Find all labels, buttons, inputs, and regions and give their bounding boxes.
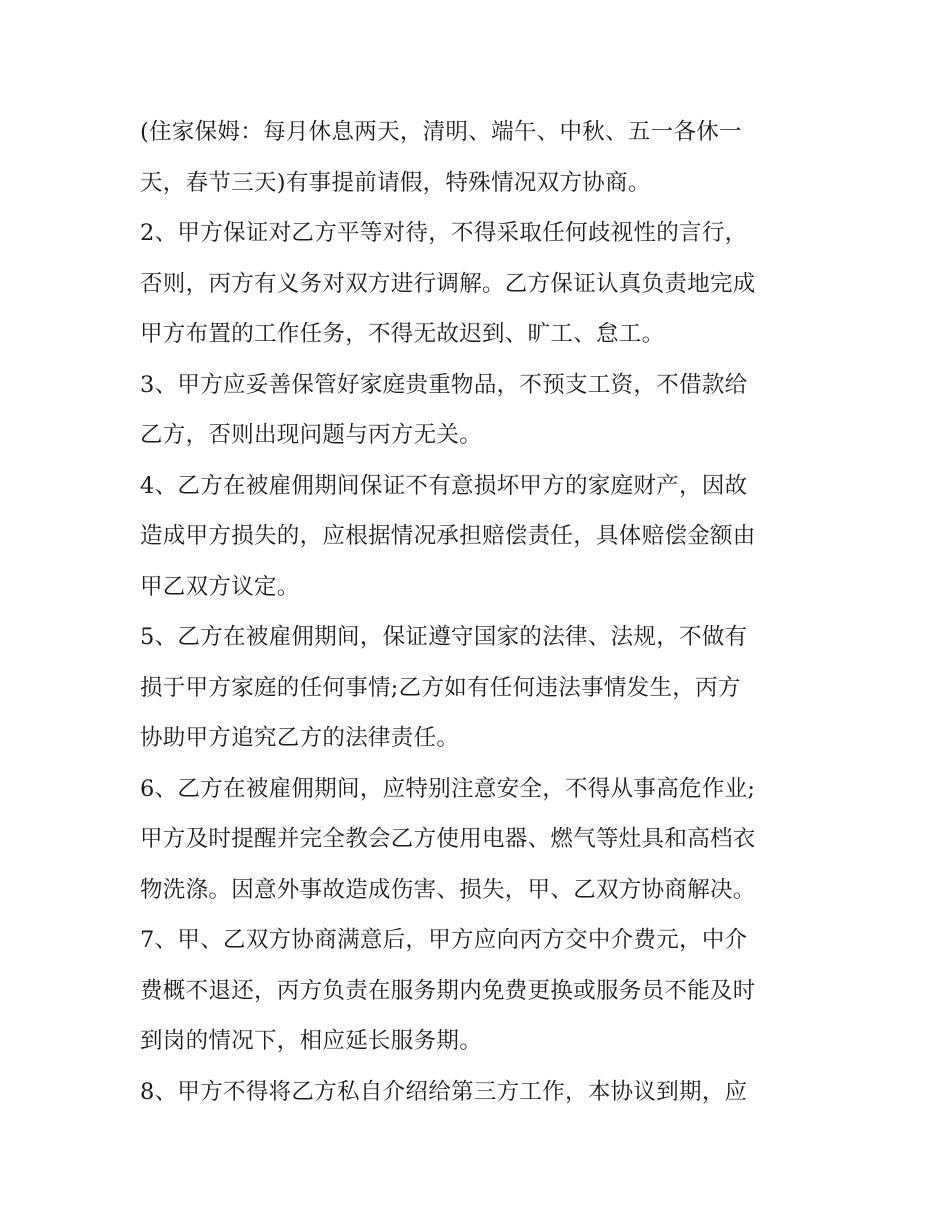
text-line: 甲方布置的工作任务，不得无故迟到、旷工、怠工。 (140, 321, 665, 347)
text-line: 4、乙方在被雇佣期间保证不有意损坏甲方的家庭财产，因故 (140, 472, 748, 499)
text-line: 2、甲方保证对乙方平等对待，不得采取任何歧视性的言行， (140, 220, 748, 246)
text-line: 甲方及时提醒并完全教会乙方使用电器、燃气等灶具和高档衣 (140, 826, 756, 852)
text-line: 7、甲、乙双方协商满意后，甲方应向丙方交中介费元，中介 (140, 927, 748, 953)
text-line: 损于甲方家庭的任何事情;乙方如有任何违法事情发生，丙方 (140, 674, 741, 701)
text-line: 物洗涤。因意外事故造成伤害、损失，甲、乙双方协商解决。 (140, 876, 756, 903)
text-line: 5、乙方在被雇佣期间，保证遵守国家的法律、法规，不做有 (140, 624, 748, 650)
text-line: 造成甲方损失的，应根据情况承担赔偿责任，具体赔偿金额由 (140, 523, 756, 549)
text-line: 甲乙双方议定。 (140, 573, 300, 600)
text-line: (住家保姆：每月休息两天，清明、端午、中秋、五一各休一 (140, 119, 742, 145)
text-line: 协助甲方追究乙方的法律责任。 (140, 725, 460, 751)
text-line: 天，春节三天)有事提前请假，特殊情况双方协商。 (140, 169, 651, 196)
text-line: 6、乙方在被雇佣期间，应特别注意安全，不得从事高危作业; (140, 775, 756, 802)
text-line: 乙方，否则出现问题与丙方无关。 (140, 422, 483, 448)
text-line: 3、甲方应妥善保管好家庭贵重物品，不预支工资，不借款给 (140, 371, 748, 398)
text-line: 否则，丙方有义务对双方进行调解。乙方保证认真负责地完成 (140, 270, 756, 297)
text-line: 费概不退还，丙方负责在服务期内免费更换或服务员不能及时 (140, 977, 756, 1004)
document-body (140, 107, 820, 1117)
text-line: 8、甲方不得将乙方私自介绍给第三方工作，本协议到期，应 (140, 1078, 748, 1105)
text-line: 到岗的情况下，相应延长服务期。 (140, 1028, 483, 1054)
